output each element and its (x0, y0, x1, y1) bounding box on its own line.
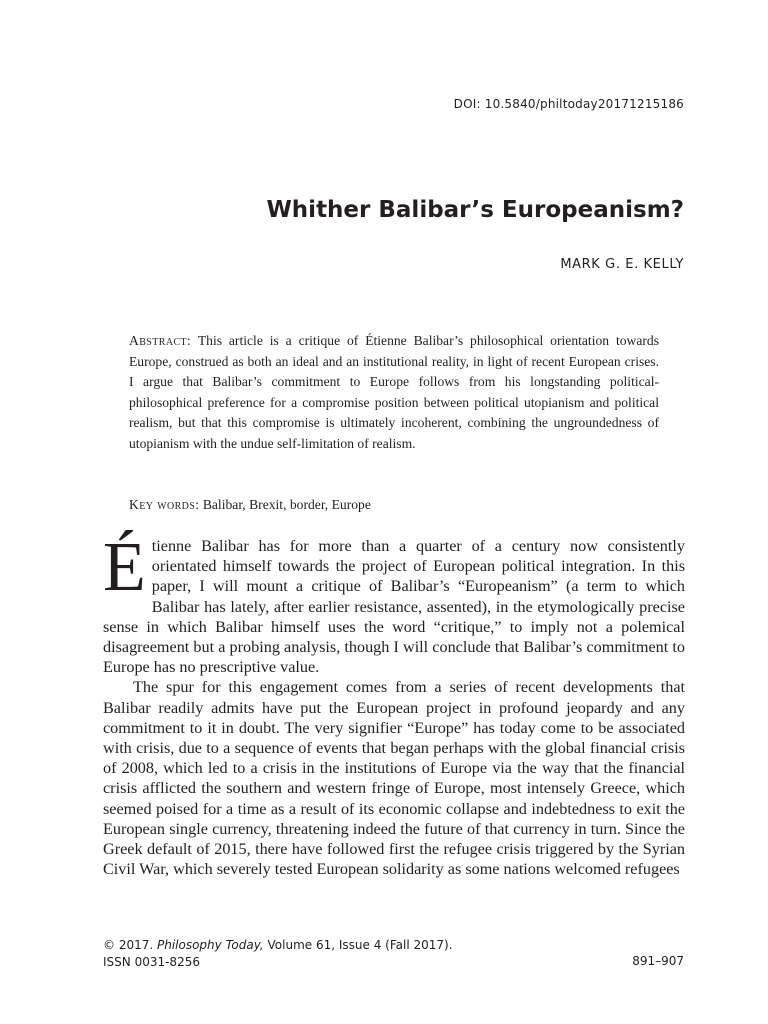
doi-line: DOI: 10.5840/philtoday20171215186 (453, 97, 684, 111)
issn-line: ISSN 0031-8256 (103, 954, 200, 969)
abstract-label: Abstract: (129, 333, 192, 348)
journal-name: Philosophy Today, (156, 938, 264, 952)
article-body (103, 529, 685, 879)
copyright-line (103, 937, 453, 954)
keywords (129, 495, 659, 515)
drop-cap: É (103, 529, 146, 606)
footer-citation (103, 937, 453, 970)
body-paragraph-1 (103, 529, 685, 677)
keywords-text: Balibar, Brexit, border, Europe (199, 497, 371, 512)
abstract (129, 331, 659, 454)
abstract-text: This article is a critique of Étienne Balibar’s philosophical orientation towards Europe, construed as both an ideal and an institutional reality, in light of recent European crises. I argue that Balibar’s commitment to Europe follows from his longstanding political-philosophical preference for a compromise position between political utopianism and political realism, but that this compromise is ultimately incoherent, combining the ungroundedness of utopianism with the undue self-limitation of realism. (129, 333, 659, 451)
article-title: Whither Balibar’s Europeanism? (266, 197, 684, 223)
page-range: 891–907 (632, 954, 684, 968)
author-name: MARK G. E. KELLY (560, 257, 684, 272)
keywords-label: Key words: (129, 497, 200, 512)
copyright-suffix: Volume 61, Issue 4 (Fall 2017). (263, 938, 453, 952)
body-paragraph-2: The spur for this engagement comes from a series of recent developments that Balibar readily admits have put the European project in profound jeopardy and any commitment to it in doubt. The very signifier “Europe” has today come to be associated with crisis, due to a sequence of events that began perhaps with the global financial crisis of 2008, which led to a crisis in the institutions of Europe via the way that the financial crisis afflicted the southern and western fringe of Europe, most intensely Greece, which seemed poised for a time as a result of its economic collapse and indebtedness to exit the European single currency, threatening indeed the future of that currency in turn. Since the Greek default of 2015, there have followed first the refugee crisis triggered by the Syrian Civil War, which severely tested European solidarity as some nations welcomed refugees (103, 678, 685, 879)
body-paragraph-1-text: tienne Balibar has for more than a quarter of a century now consistently orientated himself towards the project of European political integration. In this paper, I will mount a critique of Balibar’s “Europeanism” (a term to which Balibar has lately, after earlier resistance, assented), in the etymologically precise sense in which Balibar himself uses the word “critique,” to imply not a polemical disagreement but a probing analysis, though I will conclude that Balibar’s commitment to Europe has no prescriptive value. (103, 537, 685, 677)
copyright-prefix: © 2017. (103, 938, 157, 952)
